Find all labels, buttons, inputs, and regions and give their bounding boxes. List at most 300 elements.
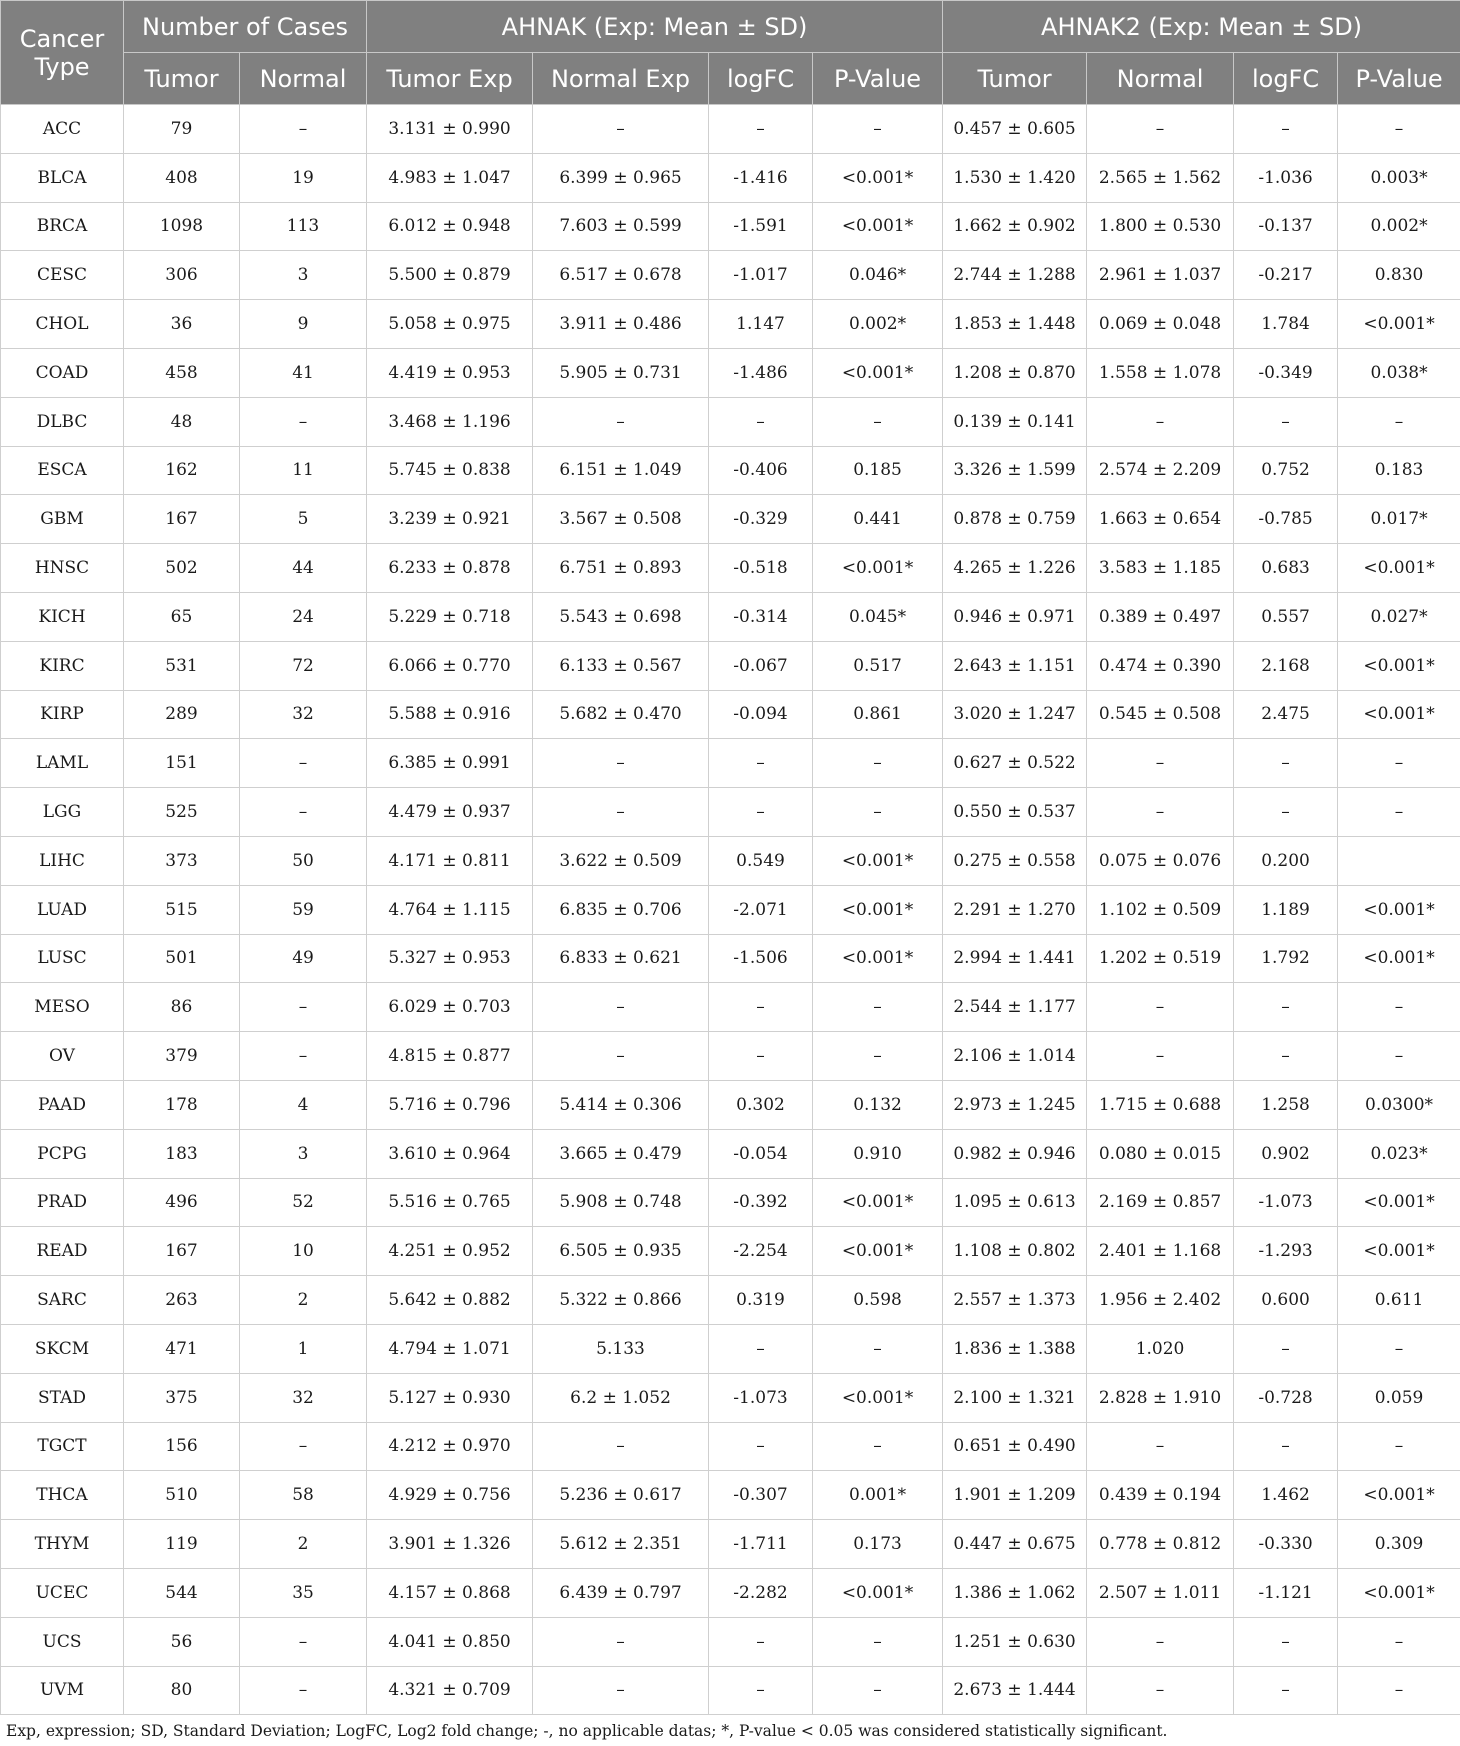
cell-ahnak-p-value: – <box>813 1617 943 1666</box>
cell-ahnak2-p-value: – <box>1338 397 1460 446</box>
cell-ahnak2-p-value: 0.003* <box>1338 153 1460 202</box>
table-row <box>1 934 1460 983</box>
cell-ahnak-logfc: – <box>709 1422 813 1471</box>
cell-cancer-type: READ <box>1 1227 124 1276</box>
cell-cases-normal: 10 <box>240 1227 367 1276</box>
cell-ahnak-tumor-exp: 4.419 ± 0.953 <box>367 348 533 397</box>
cell-ahnak-normal-exp: 6.517 ± 0.678 <box>533 251 709 300</box>
cell-ahnak-normal-exp: 6.133 ± 0.567 <box>533 641 709 690</box>
cell-ahnak-normal-exp: 6.399 ± 0.965 <box>533 153 709 202</box>
cell-ahnak-normal-exp: 5.236 ± 0.617 <box>533 1471 709 1520</box>
cell-ahnak2-logfc: – <box>1234 1032 1338 1081</box>
cell-ahnak2-logfc: -0.728 <box>1234 1373 1338 1422</box>
cell-ahnak2-logfc: -0.330 <box>1234 1520 1338 1569</box>
cell-ahnak2-normal: 1.558 ± 1.078 <box>1087 348 1234 397</box>
cell-cancer-type: PCPG <box>1 1129 124 1178</box>
cell-ahnak-logfc: -0.406 <box>709 446 813 495</box>
cell-ahnak-p-value: 0.861 <box>813 690 943 739</box>
cell-cases-tumor: 501 <box>124 934 240 983</box>
cell-ahnak-normal-exp: – <box>533 397 709 446</box>
table-row <box>1 446 1460 495</box>
cell-cases-tumor: 36 <box>124 300 240 349</box>
cell-cancer-type: KIRC <box>1 641 124 690</box>
header-ahnak2-normal: Normal <box>1087 53 1234 105</box>
cell-ahnak2-normal: – <box>1087 788 1234 837</box>
cell-ahnak-logfc: – <box>709 739 813 788</box>
cell-cases-tumor: 306 <box>124 251 240 300</box>
header-cases-normal: Normal <box>240 53 367 105</box>
header-ahnak-logfc: logFC <box>709 53 813 105</box>
cell-ahnak2-logfc: 2.475 <box>1234 690 1338 739</box>
cell-ahnak2-p-value: <0.001* <box>1338 544 1460 593</box>
cell-ahnak-p-value: <0.001* <box>813 153 943 202</box>
header-ahnak2: AHNAK2 (Exp: Mean ± SD) <box>943 1 1460 53</box>
table-row <box>1 397 1460 446</box>
cell-ahnak2-normal: – <box>1087 1032 1234 1081</box>
cell-cancer-type: LUSC <box>1 934 124 983</box>
table-row <box>1 1129 1460 1178</box>
cell-ahnak-logfc: -1.591 <box>709 202 813 251</box>
cell-ahnak2-normal: 2.169 ± 0.857 <box>1087 1178 1234 1227</box>
cell-ahnak-p-value: <0.001* <box>813 1227 943 1276</box>
cell-cancer-type: LUAD <box>1 885 124 934</box>
cell-ahnak2-tumor: 2.106 ± 1.014 <box>943 1032 1087 1081</box>
cell-cases-tumor: 471 <box>124 1324 240 1373</box>
cell-ahnak2-tumor: 2.744 ± 1.288 <box>943 251 1087 300</box>
cell-ahnak2-tumor: 1.530 ± 1.420 <box>943 153 1087 202</box>
cell-ahnak-p-value: 0.517 <box>813 641 943 690</box>
cell-ahnak2-tumor: 4.265 ± 1.226 <box>943 544 1087 593</box>
cell-ahnak2-normal: 1.102 ± 0.509 <box>1087 885 1234 934</box>
cell-ahnak-normal-exp: – <box>533 983 709 1032</box>
cell-ahnak2-tumor: 2.673 ± 1.444 <box>943 1666 1087 1715</box>
cell-ahnak-p-value: 0.045* <box>813 592 943 641</box>
table-row <box>1 202 1460 251</box>
cell-cancer-type: ESCA <box>1 446 124 495</box>
cell-cases-normal: 1 <box>240 1324 367 1373</box>
cell-ahnak-logfc: – <box>709 1032 813 1081</box>
cell-cases-normal: 58 <box>240 1471 367 1520</box>
cell-ahnak2-tumor: 0.878 ± 0.759 <box>943 495 1087 544</box>
cell-ahnak-logfc: -0.094 <box>709 690 813 739</box>
cell-ahnak2-normal: – <box>1087 1617 1234 1666</box>
cell-ahnak-tumor-exp: 5.058 ± 0.975 <box>367 300 533 349</box>
cell-ahnak-normal-exp: 6.439 ± 0.797 <box>533 1568 709 1617</box>
cell-cases-tumor: 375 <box>124 1373 240 1422</box>
cell-ahnak-tumor-exp: 3.239 ± 0.921 <box>367 495 533 544</box>
cell-ahnak-tumor-exp: 5.588 ± 0.916 <box>367 690 533 739</box>
cell-ahnak2-normal: 1.663 ± 0.654 <box>1087 495 1234 544</box>
cell-ahnak2-normal: – <box>1087 105 1234 154</box>
cell-cases-tumor: 151 <box>124 739 240 788</box>
cell-cases-tumor: 178 <box>124 1080 240 1129</box>
cell-cancer-type: GBM <box>1 495 124 544</box>
cell-ahnak2-normal: – <box>1087 739 1234 788</box>
cell-cancer-type: LIHC <box>1 836 124 885</box>
table-row <box>1 983 1460 1032</box>
cell-ahnak2-p-value: – <box>1338 788 1460 837</box>
cell-ahnak-p-value: – <box>813 1666 943 1715</box>
cell-ahnak-p-value: <0.001* <box>813 885 943 934</box>
cell-ahnak-logfc: – <box>709 1324 813 1373</box>
cell-ahnak-normal-exp: 5.414 ± 0.306 <box>533 1080 709 1129</box>
cell-ahnak-tumor-exp: 5.716 ± 0.796 <box>367 1080 533 1129</box>
table-row <box>1 300 1460 349</box>
cell-ahnak-normal-exp: – <box>533 739 709 788</box>
table-row <box>1 836 1460 885</box>
cell-ahnak-logfc: – <box>709 397 813 446</box>
cell-cases-tumor: 79 <box>124 105 240 154</box>
cell-ahnak2-logfc: 0.902 <box>1234 1129 1338 1178</box>
cell-ahnak-normal-exp: – <box>533 1666 709 1715</box>
cell-ahnak-logfc: -1.416 <box>709 153 813 202</box>
cell-ahnak2-tumor: 3.020 ± 1.247 <box>943 690 1087 739</box>
cell-ahnak2-normal: 0.778 ± 0.812 <box>1087 1520 1234 1569</box>
cell-cases-normal: 113 <box>240 202 367 251</box>
cell-ahnak2-logfc: – <box>1234 1666 1338 1715</box>
cell-cases-tumor: 167 <box>124 1227 240 1276</box>
cell-ahnak-normal-exp: 5.543 ± 0.698 <box>533 592 709 641</box>
cell-cases-normal: 11 <box>240 446 367 495</box>
cell-ahnak-normal-exp: – <box>533 105 709 154</box>
cell-ahnak-normal-exp: 5.908 ± 0.748 <box>533 1178 709 1227</box>
cell-ahnak2-tumor: 1.208 ± 0.870 <box>943 348 1087 397</box>
cell-cancer-type: PAAD <box>1 1080 124 1129</box>
cell-cases-tumor: 156 <box>124 1422 240 1471</box>
cell-cases-normal: – <box>240 1666 367 1715</box>
cell-ahnak-p-value: 0.046* <box>813 251 943 300</box>
cell-ahnak2-p-value: 0.830 <box>1338 251 1460 300</box>
cell-ahnak2-tumor: 0.550 ± 0.537 <box>943 788 1087 837</box>
cell-ahnak-normal-exp: 6.751 ± 0.893 <box>533 544 709 593</box>
cell-cancer-type: UCEC <box>1 1568 124 1617</box>
cell-ahnak2-p-value: <0.001* <box>1338 885 1460 934</box>
cell-cases-normal: – <box>240 105 367 154</box>
cell-cases-normal: 49 <box>240 934 367 983</box>
cell-ahnak-normal-exp: 6.2 ± 1.052 <box>533 1373 709 1422</box>
cell-ahnak-tumor-exp: 5.229 ± 0.718 <box>367 592 533 641</box>
cell-ahnak-logfc: -2.071 <box>709 885 813 934</box>
cell-cases-normal: 9 <box>240 300 367 349</box>
cell-ahnak-tumor-exp: 4.157 ± 0.868 <box>367 1568 533 1617</box>
cell-ahnak-tumor-exp: 6.012 ± 0.948 <box>367 202 533 251</box>
cell-cancer-type: THCA <box>1 1471 124 1520</box>
cell-cases-normal: 24 <box>240 592 367 641</box>
cell-cases-normal: 72 <box>240 641 367 690</box>
cell-ahnak-tumor-exp: 4.794 ± 1.071 <box>367 1324 533 1373</box>
cell-ahnak-logfc: -0.054 <box>709 1129 813 1178</box>
cell-ahnak2-tumor: 1.853 ± 1.448 <box>943 300 1087 349</box>
cell-ahnak2-logfc: 1.784 <box>1234 300 1338 349</box>
cell-cancer-type: BLCA <box>1 153 124 202</box>
table-row <box>1 105 1460 154</box>
cell-cancer-type: DLBC <box>1 397 124 446</box>
cell-ahnak2-p-value: 0.027* <box>1338 592 1460 641</box>
cell-ahnak-p-value: <0.001* <box>813 348 943 397</box>
cell-cases-tumor: 1098 <box>124 202 240 251</box>
cell-ahnak-tumor-exp: 6.029 ± 0.703 <box>367 983 533 1032</box>
cell-ahnak-p-value: – <box>813 788 943 837</box>
cell-cases-normal: – <box>240 788 367 837</box>
cell-ahnak2-p-value: – <box>1338 1666 1460 1715</box>
cell-ahnak2-p-value: 0.038* <box>1338 348 1460 397</box>
cell-ahnak2-normal: 0.069 ± 0.048 <box>1087 300 1234 349</box>
cell-cases-tumor: 80 <box>124 1666 240 1715</box>
cell-ahnak-logfc: -1.486 <box>709 348 813 397</box>
cell-ahnak-p-value: – <box>813 1324 943 1373</box>
cell-ahnak2-p-value: 0.023* <box>1338 1129 1460 1178</box>
cell-ahnak2-tumor: 2.973 ± 1.245 <box>943 1080 1087 1129</box>
cell-cases-normal: 35 <box>240 1568 367 1617</box>
cell-ahnak-normal-exp: 5.905 ± 0.731 <box>533 348 709 397</box>
cell-ahnak-tumor-exp: 4.041 ± 0.850 <box>367 1617 533 1666</box>
table-row <box>1 1520 1460 1569</box>
cell-ahnak-normal-exp: 5.682 ± 0.470 <box>533 690 709 739</box>
cell-cases-tumor: 119 <box>124 1520 240 1569</box>
table-row <box>1 1373 1460 1422</box>
cell-ahnak2-logfc: – <box>1234 1422 1338 1471</box>
table-row <box>1 885 1460 934</box>
cell-cases-normal: – <box>240 1617 367 1666</box>
cell-ahnak-logfc: – <box>709 1617 813 1666</box>
header-cancer-type: Cancer Type <box>1 1 124 105</box>
cell-ahnak2-normal: 2.961 ± 1.037 <box>1087 251 1234 300</box>
cell-cases-tumor: 502 <box>124 544 240 593</box>
cell-ahnak-logfc: -1.017 <box>709 251 813 300</box>
cell-ahnak2-p-value: <0.001* <box>1338 934 1460 983</box>
cell-ahnak2-tumor: 1.108 ± 0.802 <box>943 1227 1087 1276</box>
cell-ahnak2-tumor: 2.291 ± 1.270 <box>943 885 1087 934</box>
cell-ahnak-tumor-exp: 4.251 ± 0.952 <box>367 1227 533 1276</box>
cell-ahnak-tumor-exp: 3.901 ± 1.326 <box>367 1520 533 1569</box>
cell-ahnak-p-value: 0.598 <box>813 1276 943 1325</box>
cell-ahnak2-p-value <box>1338 836 1460 885</box>
header-ahnak: AHNAK (Exp: Mean ± SD) <box>367 1 943 53</box>
cell-ahnak2-tumor: 1.901 ± 1.209 <box>943 1471 1087 1520</box>
cell-ahnak-logfc: -0.329 <box>709 495 813 544</box>
cell-cases-tumor: 496 <box>124 1178 240 1227</box>
table-row <box>1 1276 1460 1325</box>
cell-ahnak-p-value: 0.185 <box>813 446 943 495</box>
cell-ahnak2-p-value: – <box>1338 739 1460 788</box>
cell-ahnak-normal-exp: – <box>533 1422 709 1471</box>
table-row <box>1 690 1460 739</box>
cell-ahnak-p-value: <0.001* <box>813 1178 943 1227</box>
table-row <box>1 739 1460 788</box>
cell-cases-normal: 2 <box>240 1520 367 1569</box>
cell-cancer-type: THYM <box>1 1520 124 1569</box>
cell-ahnak-logfc: -0.518 <box>709 544 813 593</box>
cell-ahnak2-normal: 2.574 ± 2.209 <box>1087 446 1234 495</box>
cell-cancer-type: UCS <box>1 1617 124 1666</box>
cell-ahnak2-logfc: -1.121 <box>1234 1568 1338 1617</box>
cell-ahnak2-logfc: -1.073 <box>1234 1178 1338 1227</box>
cell-cancer-type: UVM <box>1 1666 124 1715</box>
cell-ahnak-normal-exp: 5.133 <box>533 1324 709 1373</box>
cell-ahnak-p-value: – <box>813 1032 943 1081</box>
cell-ahnak2-normal: 0.075 ± 0.076 <box>1087 836 1234 885</box>
cell-cases-tumor: 167 <box>124 495 240 544</box>
cell-ahnak2-normal: – <box>1087 983 1234 1032</box>
cell-ahnak2-logfc: – <box>1234 105 1338 154</box>
cell-ahnak2-normal: 1.202 ± 0.519 <box>1087 934 1234 983</box>
cell-cancer-type: BRCA <box>1 202 124 251</box>
table-row <box>1 544 1460 593</box>
cell-cases-normal: 59 <box>240 885 367 934</box>
cell-ahnak-tumor-exp: 4.479 ± 0.937 <box>367 788 533 837</box>
cell-ahnak-tumor-exp: 5.127 ± 0.930 <box>367 1373 533 1422</box>
cell-ahnak2-tumor: 0.275 ± 0.558 <box>943 836 1087 885</box>
cell-cases-normal: – <box>240 739 367 788</box>
cell-cancer-type: MESO <box>1 983 124 1032</box>
table-row <box>1 1617 1460 1666</box>
cell-ahnak2-normal: 0.545 ± 0.508 <box>1087 690 1234 739</box>
cell-ahnak2-tumor: 3.326 ± 1.599 <box>943 446 1087 495</box>
cell-ahnak2-tumor: 1.662 ± 0.902 <box>943 202 1087 251</box>
cell-ahnak2-logfc: – <box>1234 983 1338 1032</box>
cell-ahnak-tumor-exp: 5.500 ± 0.879 <box>367 251 533 300</box>
cell-ahnak2-p-value: – <box>1338 105 1460 154</box>
cell-cases-tumor: 373 <box>124 836 240 885</box>
cell-ahnak2-logfc: – <box>1234 788 1338 837</box>
cell-ahnak-logfc: -0.307 <box>709 1471 813 1520</box>
cell-ahnak-normal-exp: 3.911 ± 0.486 <box>533 300 709 349</box>
cell-cases-tumor: 531 <box>124 641 240 690</box>
cell-ahnak-normal-exp: 6.505 ± 0.935 <box>533 1227 709 1276</box>
cell-cases-tumor: 56 <box>124 1617 240 1666</box>
cell-ahnak-logfc: -1.711 <box>709 1520 813 1569</box>
table-body <box>1 105 1460 1715</box>
cell-ahnak2-tumor: 0.982 ± 0.946 <box>943 1129 1087 1178</box>
cell-cases-normal: – <box>240 397 367 446</box>
cell-cases-tumor: 515 <box>124 885 240 934</box>
cell-cancer-type: COAD <box>1 348 124 397</box>
cell-cases-tumor: 162 <box>124 446 240 495</box>
cell-ahnak-logfc: 0.549 <box>709 836 813 885</box>
cell-ahnak-logfc: -0.314 <box>709 592 813 641</box>
cell-cases-normal: 32 <box>240 690 367 739</box>
cell-ahnak-tumor-exp: 4.983 ± 1.047 <box>367 153 533 202</box>
cell-ahnak-normal-exp: – <box>533 788 709 837</box>
cell-cases-tumor: 510 <box>124 1471 240 1520</box>
cell-ahnak2-tumor: 0.457 ± 0.605 <box>943 105 1087 154</box>
cell-ahnak2-tumor: 0.447 ± 0.675 <box>943 1520 1087 1569</box>
header-ahnak2-tumor: Tumor <box>943 53 1087 105</box>
table-row <box>1 1666 1460 1715</box>
cell-ahnak-p-value: 0.002* <box>813 300 943 349</box>
cell-ahnak2-normal: 0.439 ± 0.194 <box>1087 1471 1234 1520</box>
cell-cancer-type: LAML <box>1 739 124 788</box>
cell-ahnak2-tumor: 0.627 ± 0.522 <box>943 739 1087 788</box>
cell-ahnak-p-value: 0.910 <box>813 1129 943 1178</box>
cell-cancer-type: SARC <box>1 1276 124 1325</box>
cell-ahnak-p-value: <0.001* <box>813 544 943 593</box>
header-cases-tumor: Tumor <box>124 53 240 105</box>
cell-ahnak2-tumor: 0.946 ± 0.971 <box>943 592 1087 641</box>
cell-ahnak-tumor-exp: 4.212 ± 0.970 <box>367 1422 533 1471</box>
cell-ahnak2-logfc: 0.683 <box>1234 544 1338 593</box>
cell-ahnak-normal-exp: 6.833 ± 0.621 <box>533 934 709 983</box>
cell-ahnak2-p-value: <0.001* <box>1338 1568 1460 1617</box>
cell-ahnak2-logfc: – <box>1234 1617 1338 1666</box>
cell-ahnak-tumor-exp: 6.233 ± 0.878 <box>367 544 533 593</box>
cell-ahnak-tumor-exp: 4.929 ± 0.756 <box>367 1471 533 1520</box>
cell-cancer-type: CHOL <box>1 300 124 349</box>
cell-ahnak2-p-value: – <box>1338 983 1460 1032</box>
cell-ahnak2-normal: 1.715 ± 0.688 <box>1087 1080 1234 1129</box>
cell-ahnak2-tumor: 1.386 ± 1.062 <box>943 1568 1087 1617</box>
cell-ahnak-normal-exp: 3.567 ± 0.508 <box>533 495 709 544</box>
cell-ahnak2-p-value: – <box>1338 1032 1460 1081</box>
header-number-of-cases: Number of Cases <box>124 1 367 53</box>
cell-ahnak2-p-value: 0.017* <box>1338 495 1460 544</box>
table-row <box>1 641 1460 690</box>
cell-ahnak-tumor-exp: 4.764 ± 1.115 <box>367 885 533 934</box>
cell-ahnak2-normal: 0.389 ± 0.497 <box>1087 592 1234 641</box>
cell-cases-tumor: 408 <box>124 153 240 202</box>
cell-ahnak-logfc: – <box>709 983 813 1032</box>
cell-ahnak-p-value: <0.001* <box>813 202 943 251</box>
cell-cases-normal: 2 <box>240 1276 367 1325</box>
cell-ahnak-normal-exp: 5.612 ± 2.351 <box>533 1520 709 1569</box>
cell-cases-tumor: 48 <box>124 397 240 446</box>
cell-ahnak-tumor-exp: 4.815 ± 0.877 <box>367 1032 533 1081</box>
cell-cases-normal: 52 <box>240 1178 367 1227</box>
cell-ahnak-tumor-exp: 6.385 ± 0.991 <box>367 739 533 788</box>
cell-ahnak2-logfc: 1.792 <box>1234 934 1338 983</box>
cell-ahnak-tumor-exp: 3.610 ± 0.964 <box>367 1129 533 1178</box>
cell-ahnak-logfc: -1.073 <box>709 1373 813 1422</box>
cell-ahnak-p-value: <0.001* <box>813 1373 943 1422</box>
cell-ahnak2-logfc: 0.200 <box>1234 836 1338 885</box>
cell-ahnak-p-value: – <box>813 739 943 788</box>
cell-cases-normal: 50 <box>240 836 367 885</box>
cell-ahnak2-p-value: 0.0300* <box>1338 1080 1460 1129</box>
header-ahnak-p-value: P-Value <box>813 53 943 105</box>
cell-cancer-type: STAD <box>1 1373 124 1422</box>
cell-cases-tumor: 183 <box>124 1129 240 1178</box>
cell-cases-tumor: 289 <box>124 690 240 739</box>
cell-ahnak-p-value: 0.441 <box>813 495 943 544</box>
cell-cases-tumor: 65 <box>124 592 240 641</box>
header-ahnak2-p-value: P-Value <box>1338 53 1460 105</box>
cell-cases-normal: 4 <box>240 1080 367 1129</box>
cell-ahnak2-logfc: -1.036 <box>1234 153 1338 202</box>
cell-ahnak-logfc: 0.319 <box>709 1276 813 1325</box>
cell-ahnak2-tumor: 1.251 ± 0.630 <box>943 1617 1087 1666</box>
cell-cancer-type: HNSC <box>1 544 124 593</box>
table-row <box>1 1227 1460 1276</box>
cell-ahnak-tumor-exp: 5.516 ± 0.765 <box>367 1178 533 1227</box>
cell-ahnak2-tumor: 2.557 ± 1.373 <box>943 1276 1087 1325</box>
cell-ahnak2-logfc: 2.168 <box>1234 641 1338 690</box>
table-row <box>1 1471 1460 1520</box>
cell-ahnak2-logfc: 1.462 <box>1234 1471 1338 1520</box>
cell-cases-normal: 5 <box>240 495 367 544</box>
cell-ahnak2-tumor: 0.651 ± 0.490 <box>943 1422 1087 1471</box>
cell-ahnak-logfc: -0.392 <box>709 1178 813 1227</box>
table-row <box>1 1324 1460 1373</box>
cell-ahnak2-logfc: – <box>1234 739 1338 788</box>
cell-ahnak-p-value: – <box>813 1422 943 1471</box>
cell-ahnak-normal-exp: 5.322 ± 0.866 <box>533 1276 709 1325</box>
table-footnote: Exp, expression; SD, Standard Deviation; LogFC, Log2 fold change; -, no applicable datas; *, P-value < 0.05 was considered statistically significant. <box>6 1722 1168 1740</box>
cell-ahnak2-p-value: <0.001* <box>1338 300 1460 349</box>
cell-cancer-type: SKCM <box>1 1324 124 1373</box>
cell-ahnak2-normal: 2.828 ± 1.910 <box>1087 1373 1234 1422</box>
cell-ahnak2-logfc: – <box>1234 1324 1338 1373</box>
cell-ahnak2-normal: – <box>1087 1422 1234 1471</box>
